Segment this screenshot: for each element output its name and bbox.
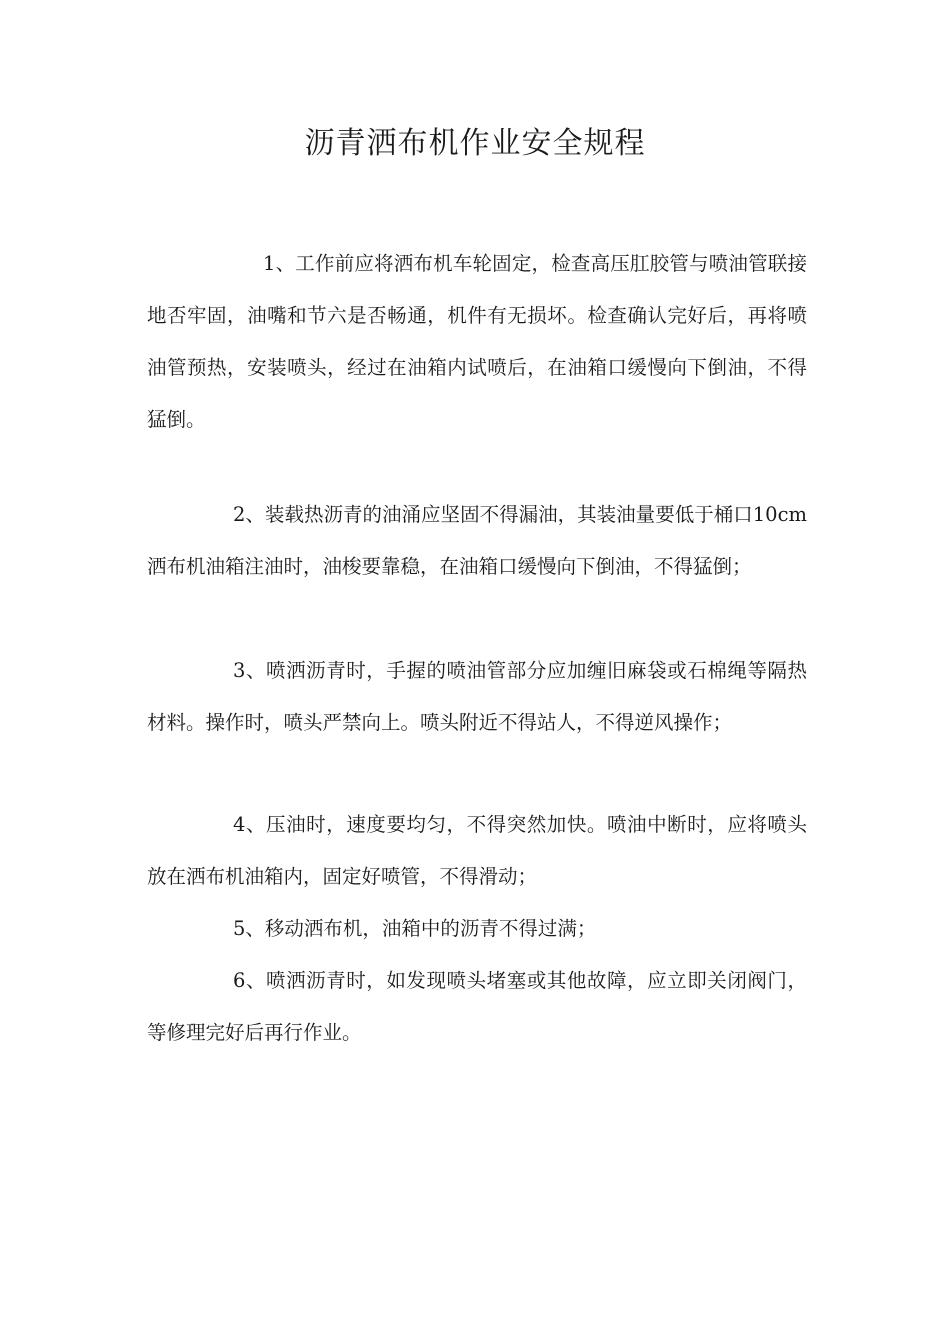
- paragraph-4: 4、压油时，速度要均匀，不得突然加快。喷油中断时，应将喷头放在洒布机油箱内，固定好喷管，不得滑动；: [147, 813, 807, 888]
- paragraph-1: 1、工作前应将洒布机车轮固定，检查高压肛胶管与喷油管联接地否牢固，油嘴和节六是否畅通，机件有无损坏。检查确认完好后，再将喷油管预热，安装喷头，经过在油箱内试喷后，在油箱口缓慢向下倒油，不得猛倒。: [147, 252, 807, 431]
- document-title: 沥青洒布机作业安全规程: [304, 126, 646, 161]
- paragraph-5: 5、移动洒布机，油箱中的沥青不得过满；: [233, 917, 597, 940]
- paragraph-3: 3、喷洒沥青时，手握的喷油管部分应加缠旧麻袋或石棉绳等隔热材料。操作时，喷头严禁向上。喷头附近不得站人，不得逆风操作；: [147, 659, 807, 734]
- paragraph-6: 6、喷洒沥青时，如发现喷头堵塞或其他故障，应立即关闭阀门，等修理完好后再行作业。: [147, 969, 807, 1044]
- paragraph-2: 2、装载热沥青的油涌应坚固不得漏油，其装油量要低于桶口10cm洒布机油箱注油时，油梭要靠稳，在油箱口缓慢向下倒油，不得猛倒；: [147, 503, 807, 578]
